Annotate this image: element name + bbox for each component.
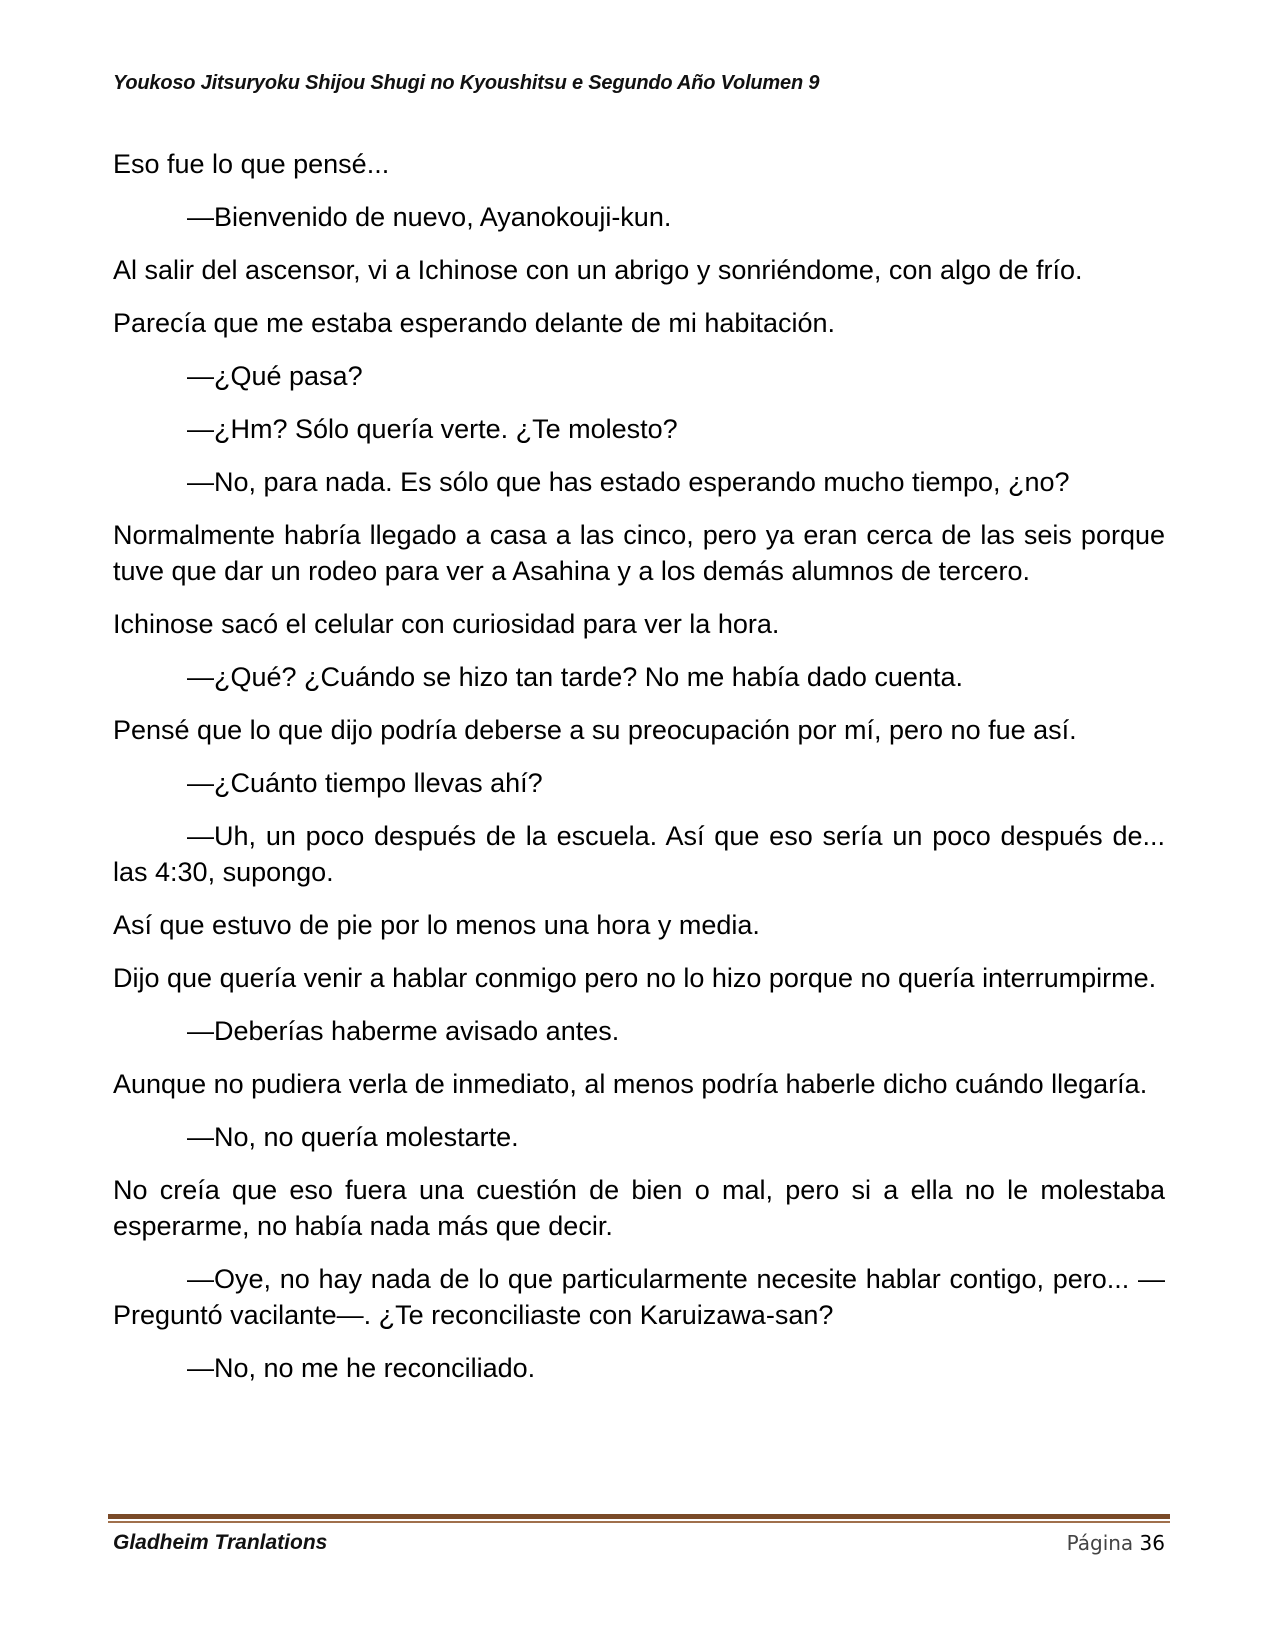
paragraph: Al salir del ascensor, vi a Ichinose con un abrigo y sonriéndome, con algo de frío. [113,255,1083,285]
dialogue-line: —Bienvenido de nuevo, Ayanokouji-kun. [187,202,672,232]
footer-divider [108,1514,1170,1519]
paragraph: Aunque no pudiera verla de inmediato, al menos podría haberle dicho cuándo llegaría. [113,1069,1148,1099]
dialogue-line: —¿Qué pasa? [187,361,363,391]
dialogue-line: —Uh, un poco después de la escuela. Así que eso sería un poco después de... las 4:30, supongo. [113,821,1165,887]
dialogue-line: —Oye, no hay nada de lo que particularmente necesite hablar contigo, pero... —Preguntó vacilante—. ¿Te reconciliaste con Karuizawa-san? [113,1264,1165,1330]
page-number-block [1067,1531,1165,1555]
footer-publisher: Gladheim Tranlations [113,1531,328,1554]
paragraph: No creía que eso fuera una cuestión de bien o mal, pero si a ella no le molestaba esperarme, no había nada más que decir. [113,1175,1165,1241]
dialogue-line: —No, no quería molestarte. [187,1122,519,1152]
dialogue-line: —Deberías haberme avisado antes. [187,1016,620,1046]
paragraph: Así que estuvo de pie por lo menos una hora y media. [113,910,760,940]
paragraph: Pensé que lo que dijo podría deberse a su preocupación por mí, pero no fue así. [113,715,1077,745]
dialogue-line: —¿Qué? ¿Cuándo se hizo tan tarde? No me había dado cuenta. [187,662,963,692]
page-number: 36 [1139,1531,1165,1555]
page-label: Página [1066,1531,1134,1555]
running-header: Youkoso Jitsuryoku Shijou Shugi no Kyoushitsu e Segundo Año Volumen 9 [113,72,820,94]
dialogue-line: —¿Hm? Sólo quería verte. ¿Te molesto? [187,414,678,444]
dialogue-line: —No, no me he reconciliado. [187,1353,536,1383]
dialogue-line: —No, para nada. Es sólo que has estado esperando mucho tiempo, ¿no? [187,467,1070,497]
paragraph: Dijo que quería venir a hablar conmigo pero no lo hizo porque no quería interrumpirme. [113,963,1157,993]
dialogue-line: —¿Cuánto tiempo llevas ahí? [187,768,543,798]
paragraph: Normalmente habría llegado a casa a las cinco, pero ya eran cerca de las seis porque tuve que dar un rodeo para ver a Asahina y a los demás alumnos de tercero. [113,520,1165,586]
footer-divider-thin [108,1521,1170,1523]
paragraph: Eso fue lo que pensé... [113,149,390,179]
page-body [113,146,1165,1403]
paragraph: Parecía que me estaba esperando delante de mi habitación. [113,308,835,338]
paragraph: Ichinose sacó el celular con curiosidad para ver la hora. [113,609,780,639]
